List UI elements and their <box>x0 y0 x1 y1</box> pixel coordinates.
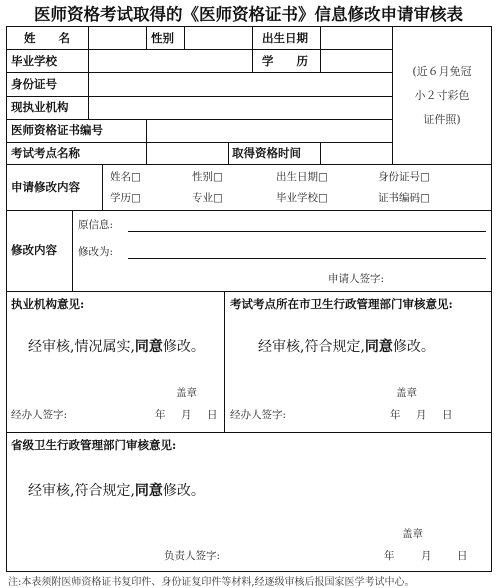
cert-date-label: 取得资格时间 <box>232 146 301 160</box>
province-day: 日 <box>457 550 468 562</box>
applicant-signature-label: 申请人签字: <box>328 273 385 285</box>
school-label: 毕业学校 <box>11 54 57 68</box>
employer-label: 现执业机构 <box>11 100 69 114</box>
city-month: 月 <box>416 409 427 421</box>
province-year: 年 <box>384 550 395 562</box>
changed-info-label: 修改为: <box>78 246 114 258</box>
degree-label: 学 历 <box>262 54 308 68</box>
employer-month: 月 <box>181 409 192 421</box>
city-opinion-text: 经审核,符合规定,同意修改。 <box>258 339 435 355</box>
option-gender-checkbox[interactable]: 性别□ <box>192 171 223 183</box>
original-info-label: 原信息: <box>78 219 114 231</box>
footnote <box>0 571 497 588</box>
employer-seal-label: 盖章 <box>176 387 197 399</box>
exam-site-label: 考试考点名称 <box>11 146 80 160</box>
original-info-line[interactable] <box>128 231 486 232</box>
province-opinion-text: 经审核,符合规定,同意修改。 <box>28 483 205 499</box>
province-leader-label: 负责人签字: <box>164 550 221 562</box>
photo-placeholder <box>392 60 492 132</box>
option-name-checkbox[interactable]: 姓名□ <box>110 171 141 183</box>
modify-items-label: 申请修改内容 <box>11 180 80 194</box>
changed-info-line[interactable] <box>128 258 486 259</box>
employer-day: 日 <box>207 409 218 421</box>
city-year: 年 <box>390 409 401 421</box>
employer-opinion-text: 经审核,情况属实,同意修改。 <box>28 339 205 355</box>
option-id-checkbox[interactable]: 身份证号□ <box>378 171 430 183</box>
province-month: 月 <box>421 550 432 562</box>
option-school-checkbox[interactable]: 毕业学校□ <box>276 192 328 204</box>
photo-note-line3: 证件照) <box>423 113 461 126</box>
option-major-checkbox[interactable]: 专业□ <box>192 192 223 204</box>
option-cert-checkbox[interactable]: 证书编码□ <box>378 192 430 204</box>
id-number-label: 身份证号 <box>11 77 57 91</box>
option-degree-checkbox[interactable]: 学历□ <box>110 192 141 204</box>
employer-handler-label: 经办人签字: <box>11 409 68 421</box>
photo-note-line2: 小２寸彩色 <box>414 89 470 102</box>
modify-content-label: 修改内容 <box>11 243 57 257</box>
employer-year: 年 <box>155 409 166 421</box>
footnote-text: 注:本表须附医师资格证书复印件、身份证复印件等材料,经逐级审核后报国家医学考试中心。 <box>8 577 415 588</box>
province-seal-label: 盖章 <box>402 528 423 540</box>
city-seal-label: 盖章 <box>396 387 417 399</box>
option-dob-checkbox[interactable]: 出生日期□ <box>276 171 328 183</box>
gender-label: 性别 <box>151 31 174 45</box>
city-handler-label: 经办人签字: <box>230 409 287 421</box>
photo-note-line1: (近６月免冠 <box>412 65 472 78</box>
name-label: 姓 名 <box>24 31 70 45</box>
city-day: 日 <box>442 409 453 421</box>
cert-number-label: 医师资格证书编号 <box>11 123 103 137</box>
dob-label: 出生日期 <box>262 31 308 45</box>
province-opinion-title: 省级卫生行政管理部门审核意见: <box>11 438 177 452</box>
form-title: 医师资格考试取得的《医师资格证书》信息修改申请审核表 <box>34 5 463 24</box>
employer-opinion-title: 执业机构意见: <box>11 297 85 311</box>
city-opinion-title: 考试考点所在市卫生行政管理部门审核意见: <box>230 297 453 311</box>
